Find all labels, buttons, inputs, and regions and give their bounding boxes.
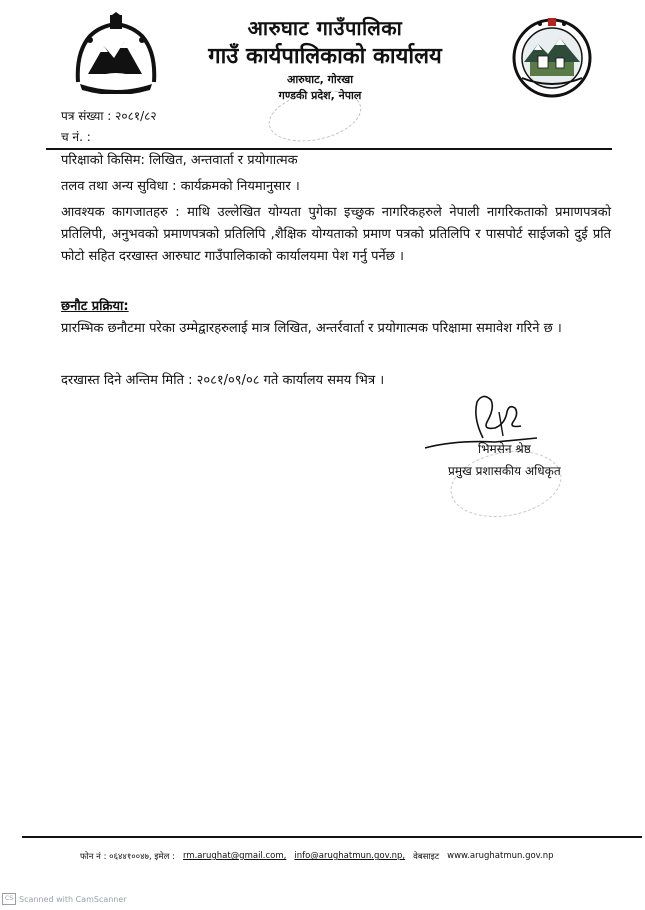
camscanner-icon: CS (2, 893, 16, 905)
municipality-name: आरुघाट गाउँपालिका (247, 16, 403, 40)
address-line-1: आरुघाट, गोरखा (286, 73, 354, 86)
municipality-logo-icon (510, 16, 594, 102)
exam-type-line: परिक्षाको किसिम: लिखित, अन्तवार्ता र प्रयोगात्मक (61, 153, 298, 168)
documents-paragraph: आवश्यक कागजातहरु : माथि उल्लेखित योग्यता पुगेका इच्छुक नागरिकहरुले नेपाली नागरिकताको प्रमाणपत्रको प्रतिलिपी, अनुभवको प्रमाणपत्रको प्रतिलिपि ,शैक्षिक योग्यताको प्रमाण पत्रको प्रतिलिपि र पासपोर्ट साईजको दुई प्रति फोटो सहित दरखास्त आरुघाट गाउँपालिकाको कार्यालयमा पेश गर्नु पर्नेछ । (61, 205, 611, 264)
footer-contacts (80, 851, 620, 862)
deadline-line: दरखास्त दिने अन्तिम मिति : २०८१/०९/०८ गते कार्यालय समय भित्र । (61, 373, 385, 388)
selection-paragraph: प्रारम्भिक छनौटमा परेका उम्मेद्वारहरुलाई मात्र लिखित, अन्तर्रवार्ता र प्रयोगात्मक परिक्षामा समावेश गरिने छ । (61, 321, 562, 336)
salary-line: तलव तथा अन्य सुविधा : कार्यक्रमको नियमानुसार । (61, 179, 300, 194)
government-emblem-icon (70, 12, 162, 94)
signatory-name: भिमसेन श्रेष्ठ (478, 442, 531, 456)
office-name: गाउँ कार्यपालिकाको कार्यालय (208, 44, 442, 69)
scanner-text: Scanned with CamScanner (19, 894, 127, 904)
dispatch-number: च नं. : (61, 130, 91, 144)
footer-email-primary[interactable]: rm.arughat@gmail.com, (182, 851, 287, 861)
address-line-2: गण्डकी प्रदेश, नेपाल (278, 89, 362, 102)
footer-website[interactable]: www.arughatmun.gov.np (447, 851, 554, 861)
footer-email-info[interactable]: info@arughatmun.gov.np, (294, 851, 406, 861)
footer-divider (22, 836, 642, 838)
signatory-title: प्रमुख प्रशासकीय अधिकृत (448, 464, 561, 478)
footer-website-label: वेबसाइट (413, 852, 440, 862)
footer-phone: फोन नं : ०६४४१००४७, इमेल : (80, 852, 175, 862)
selection-heading: छनौट प्रक्रिया: (61, 299, 129, 314)
reference-number: पत्र संख्या : २०८१/८२ (61, 109, 157, 123)
scanner-watermark (0, 893, 127, 905)
